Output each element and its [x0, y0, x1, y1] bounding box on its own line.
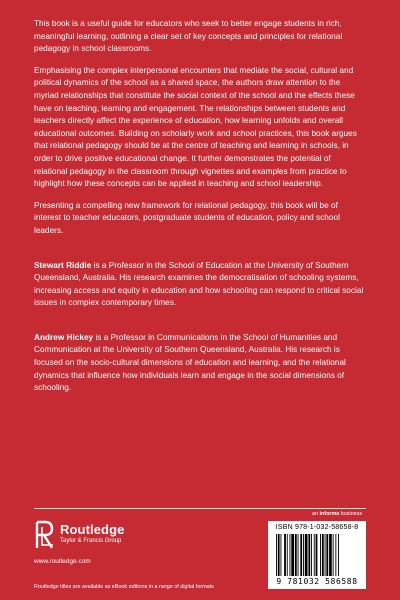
description-paragraph-1: This book is a useful guide for educators who seek to better engage students in rich, meaningful learning, outlining a clear set of key concepts and principles for relational pedagogy in school classrooms.: [34, 19, 343, 54]
informa-business-label: an informa business: [312, 511, 363, 517]
back-cover-text: [34, 18, 364, 404]
isbn-label: ISBN 978-1-032-58658-8: [275, 524, 359, 531]
barcode-panel: [268, 521, 366, 589]
description-paragraph-2: Emphasising the complex interpersonal encounters that mediate the social, cultural and political dynamics of the school as a shared space, the authors draw attention to the myriad relationships that constitute the social context of the school and the effects these have on teaching, learning and engagement. The relationships between students and teachers directly affect the experience of education, how learning unfolds and overall educational outcomes. Building on scholarly work and school practices, this book argues that relational pedagogy should be at the centre of teaching and learning in schools, in order to drive positive educational change. It further demonstrates the potential of relational pedagogy in the classroom through vignettes and examples from practice to highlight how these concepts can be applied in teaching and school leadership.: [34, 65, 357, 189]
author-bio-text-1: is a Professor in the School of Education at the University of Southern Queensland, Australia. His research examines the democratisation of schooling systems, increasing access and equity in education and how schooling can respond to critical social issues in complex contemporary times.: [34, 260, 364, 308]
description-paragraph-3: Presenting a compelling new framework for relational pedagogy, this book will be of interest to teacher educators, postgraduate students of education, policy and school leaders.: [34, 200, 340, 235]
barcode-bars: [276, 534, 360, 576]
publisher-group: Taylor & Francis Group: [60, 538, 122, 544]
author-bio-text-2: is a Professor in Communications in the School of Humanities and Communication at the University of Southern Queensland, Australia. His research is focused on the socio-cultural dimensions of education and learning, and the relational dynamics that influence how individuals learn and engage in the social dimensions of schooling.: [34, 332, 346, 393]
author-name-2: Andrew Hickey: [34, 332, 94, 342]
routledge-logo-icon: [34, 520, 56, 550]
publisher-name: Routledge: [60, 522, 125, 537]
publisher-website: www.routledge.com: [34, 558, 91, 565]
ean-digits: 9 781032 586588: [276, 577, 358, 586]
informa-brand: informa: [319, 511, 340, 517]
author-name-1: Stewart Riddle: [34, 260, 92, 270]
routledge-logo: [34, 520, 184, 556]
author-bio-2: [34, 332, 364, 395]
ebook-note: Routledge titles are available as eBook editions in a range of digital formats: [34, 584, 214, 590]
author-bio-1: [34, 260, 364, 310]
divider-line: [34, 508, 366, 509]
